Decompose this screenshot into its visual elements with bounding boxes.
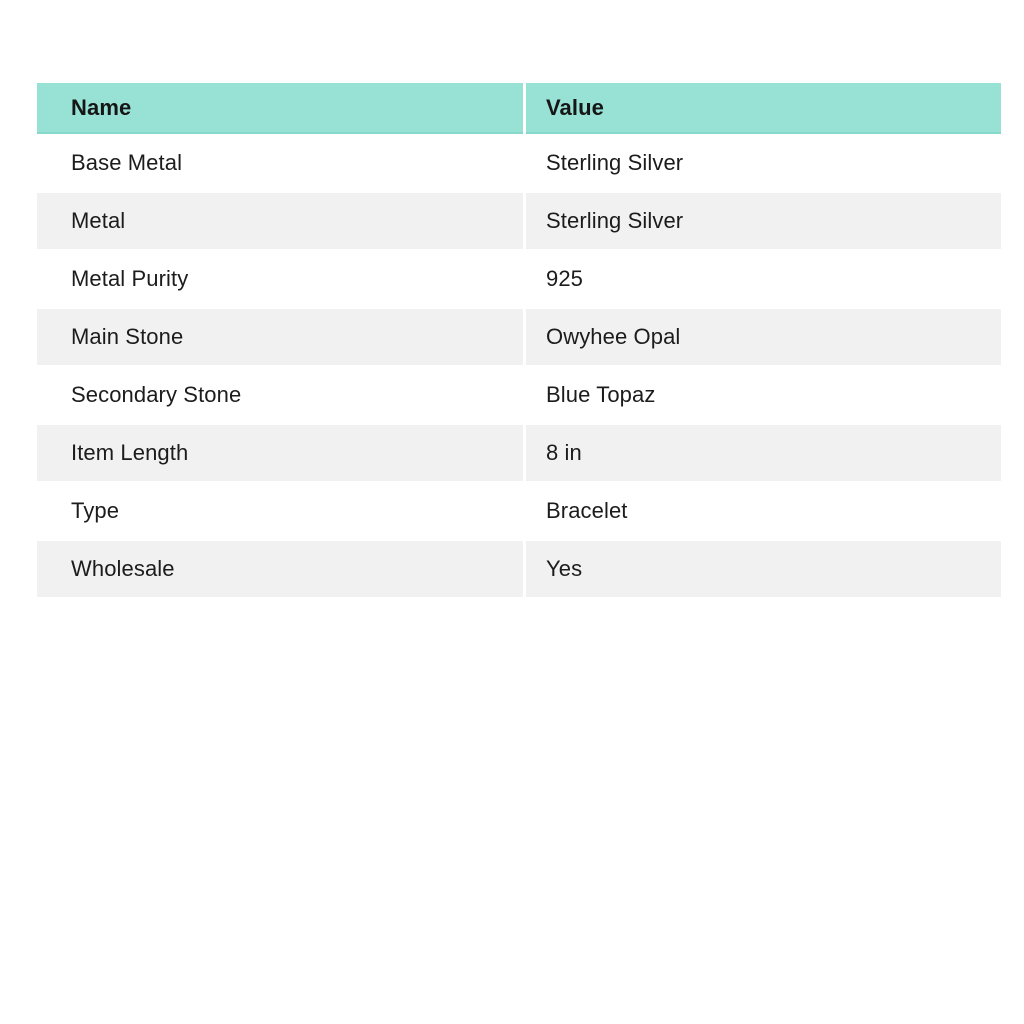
table-body (37, 134, 1001, 598)
header-cell-value: Value (526, 83, 1001, 134)
row-value: 925 (526, 250, 1001, 308)
row-value: Sterling Silver (526, 192, 1001, 250)
row-value: Blue Topaz (526, 366, 1001, 424)
product-spec-table (37, 83, 1001, 598)
row-value: 8 in (526, 424, 1001, 482)
row-label: Wholesale (37, 540, 523, 598)
table-row (37, 134, 1001, 192)
table-row (37, 192, 1001, 250)
table-row (37, 366, 1001, 424)
row-label: Metal (37, 192, 523, 250)
header-row (37, 83, 1001, 134)
row-label: Item Length (37, 424, 523, 482)
header-cell-name: Name (37, 83, 523, 134)
row-value: Sterling Silver (526, 134, 1001, 192)
row-label: Main Stone (37, 308, 523, 366)
row-label: Base Metal (37, 134, 523, 192)
row-label: Secondary Stone (37, 366, 523, 424)
table-header (37, 83, 1001, 134)
table-row (37, 308, 1001, 366)
row-label: Type (37, 482, 523, 540)
table-row (37, 250, 1001, 308)
row-value: Owyhee Opal (526, 308, 1001, 366)
row-value: Bracelet (526, 482, 1001, 540)
row-value: Yes (526, 540, 1001, 598)
row-label: Metal Purity (37, 250, 523, 308)
table-row (37, 482, 1001, 540)
table-row (37, 424, 1001, 482)
table-row (37, 540, 1001, 598)
